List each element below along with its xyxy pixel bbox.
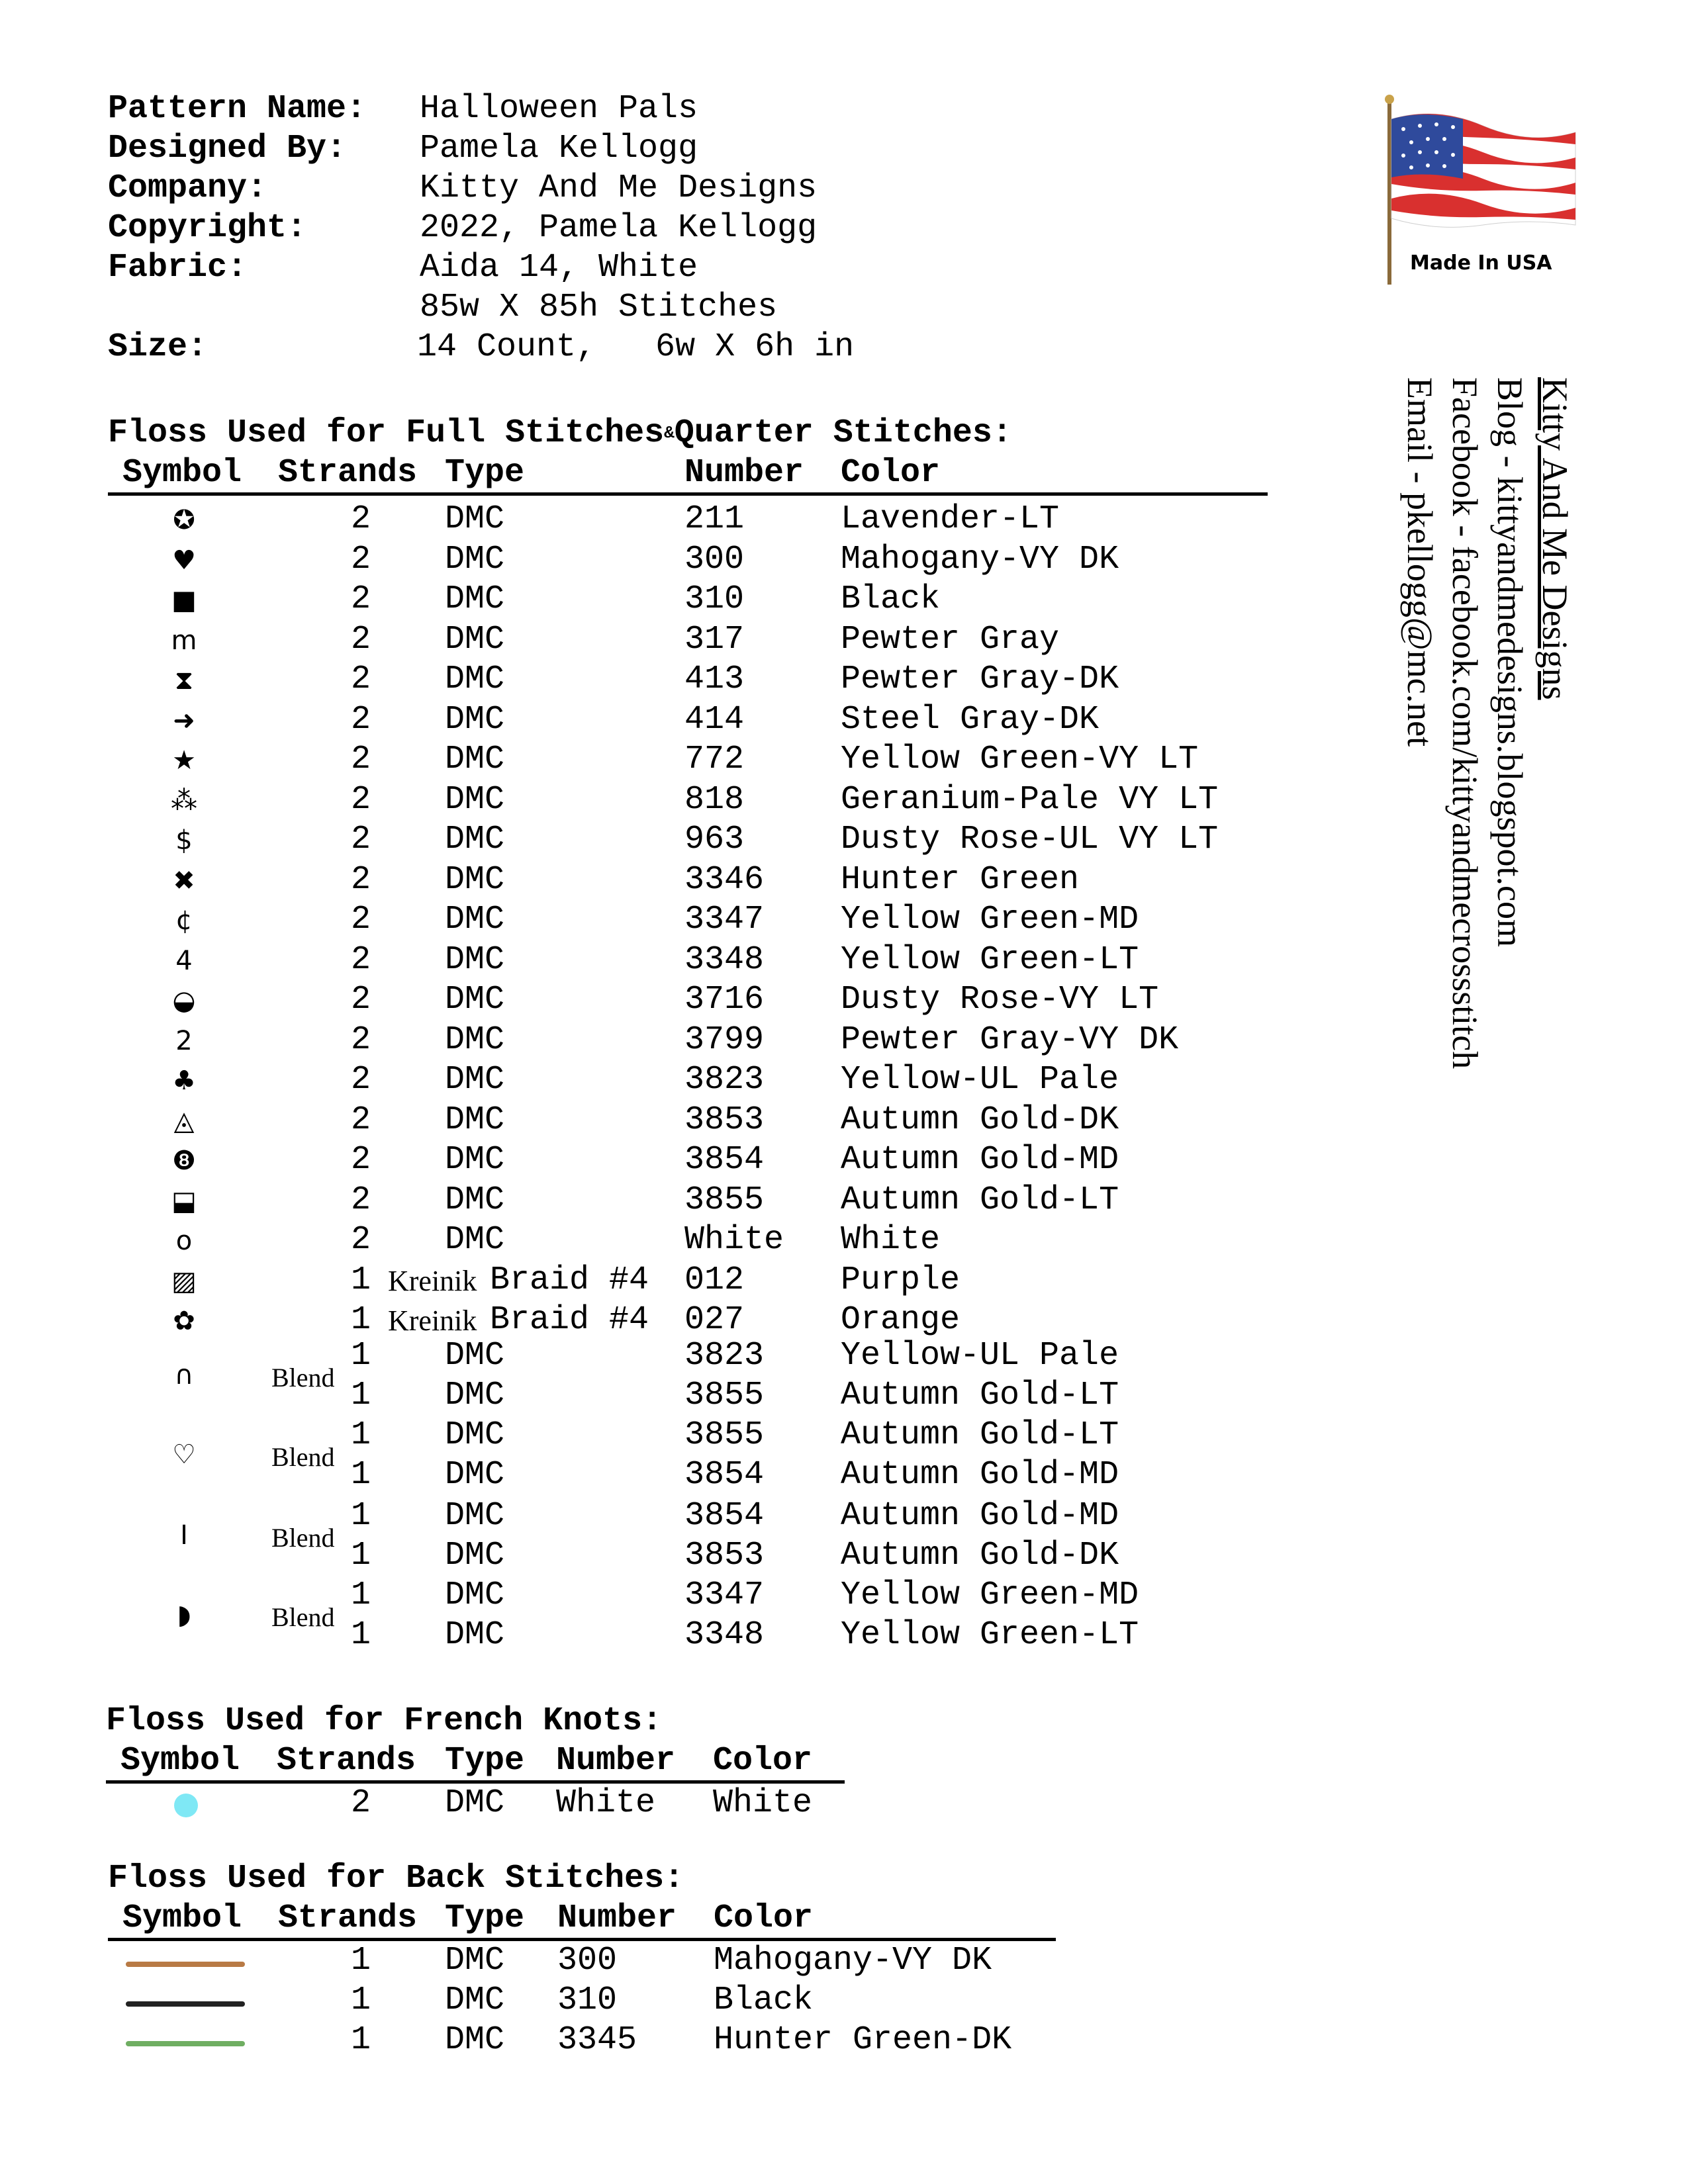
type-cell: DMC bbox=[445, 621, 505, 659]
color-cell: Autumn Gold-MD bbox=[841, 1497, 1119, 1535]
color-cell: Yellow Green-MD bbox=[841, 901, 1139, 938]
strands-cell: 1 bbox=[351, 2021, 371, 2059]
symbol-glyph-icon: 4 bbox=[175, 946, 193, 976]
number-cell: 3855 bbox=[684, 1416, 765, 1454]
strands-cell: 2 bbox=[351, 580, 371, 618]
copyright: 2022, Pamela Kellogg bbox=[420, 209, 818, 247]
symbol-glyph-icon: $ bbox=[175, 825, 193, 856]
color-cell: Purple bbox=[841, 1261, 961, 1299]
type-cell: DMC bbox=[445, 981, 505, 1019]
number-cell: 3855 bbox=[684, 1377, 765, 1414]
strands-cell: 2 bbox=[351, 1784, 371, 1822]
size-label: Size: bbox=[108, 328, 208, 366]
color-cell: Pewter Gray bbox=[841, 621, 1060, 659]
number-cell: 300 bbox=[684, 541, 745, 578]
type-cell: DMC bbox=[445, 1537, 505, 1574]
bs-col-number: Number bbox=[557, 1899, 677, 1937]
type-cell: DMC bbox=[445, 1456, 505, 1494]
strands-cell: 1 bbox=[351, 1337, 371, 1375]
color-cell: Yellow Green-LT bbox=[841, 1616, 1139, 1654]
bs-col-symbol: Symbol bbox=[122, 1899, 242, 1937]
type-cell: DMC bbox=[445, 1221, 505, 1259]
number-cell: 3853 bbox=[684, 1537, 765, 1574]
bs-col-type: Type bbox=[445, 1899, 525, 1937]
fabric: Aida 14, White bbox=[420, 249, 698, 287]
number-cell: 3855 bbox=[684, 1181, 765, 1219]
symbol-glyph-icon: o bbox=[175, 1226, 193, 1256]
number-cell: 027 bbox=[684, 1301, 745, 1339]
symbol-glyph-icon: 2 bbox=[175, 1026, 193, 1056]
symbol-glyph-icon: ⬓ bbox=[171, 1186, 197, 1216]
color-cell: Autumn Gold-LT bbox=[841, 1377, 1119, 1414]
strands-cell: 2 bbox=[351, 741, 371, 778]
symbol-glyph-icon: ✿ bbox=[173, 1306, 195, 1336]
symbol-glyph-icon: ▨ bbox=[171, 1266, 197, 1297]
type-cell: Braid #4 bbox=[490, 1261, 649, 1299]
color-cell: Mahogany-VY DK bbox=[714, 1942, 992, 1979]
strands-cell: 2 bbox=[351, 981, 371, 1019]
fk-header-rule bbox=[106, 1780, 845, 1784]
strands-cell: 1 bbox=[351, 1942, 371, 1979]
designer-contact-vertical bbox=[1383, 377, 1635, 1092]
col-symbol: Symbol bbox=[122, 454, 242, 492]
bs-col-strands: Strands bbox=[278, 1899, 418, 1937]
symbol-glyph-icon: ¢ bbox=[175, 905, 193, 936]
color-cell: Autumn Gold-MD bbox=[841, 1456, 1119, 1494]
number-cell: 310 bbox=[557, 1981, 618, 2019]
number-cell: 772 bbox=[684, 741, 745, 778]
color-cell: Autumn Gold-DK bbox=[841, 1101, 1119, 1139]
flag-caption: Made In USA bbox=[1410, 251, 1552, 275]
col-type: Type bbox=[445, 454, 525, 492]
type-cell: DMC bbox=[445, 701, 505, 739]
blend-symbol-icon: I bbox=[180, 1520, 188, 1551]
blend-label: Blend bbox=[271, 1523, 335, 1553]
type-cell: DMC bbox=[445, 941, 505, 979]
type-cell: DMC bbox=[445, 541, 505, 578]
strands-cell: 1 bbox=[351, 1456, 371, 1494]
type-cell: DMC bbox=[445, 1141, 505, 1179]
color-cell: Black bbox=[714, 1981, 814, 2019]
color-cell: Hunter Green bbox=[841, 861, 1080, 899]
number-cell: 3345 bbox=[557, 2021, 637, 2059]
back-stitch-line-icon bbox=[126, 2041, 245, 2046]
number-cell: 211 bbox=[684, 500, 745, 538]
strands-cell: 2 bbox=[351, 1141, 371, 1179]
color-cell: Hunter Green-DK bbox=[714, 2021, 1012, 2059]
type-cell: DMC bbox=[445, 1061, 505, 1099]
type-cell: DMC bbox=[445, 741, 505, 778]
strands-cell: 2 bbox=[351, 660, 371, 698]
type-cell: DMC bbox=[445, 500, 505, 538]
color-cell: Orange bbox=[841, 1301, 961, 1339]
number-cell: 3854 bbox=[684, 1456, 765, 1494]
symbol-glyph-icon: ✖ bbox=[173, 866, 195, 896]
col-number: Number bbox=[684, 454, 804, 492]
number-cell: 414 bbox=[684, 701, 745, 739]
number-cell: 3348 bbox=[684, 941, 765, 979]
number-cell: 3853 bbox=[684, 1101, 765, 1139]
number-cell: 3716 bbox=[684, 981, 765, 1019]
color-cell: Steel Gray-DK bbox=[841, 701, 1100, 739]
fk-col-strands: Strands bbox=[277, 1742, 416, 1780]
col-color: Color bbox=[841, 454, 941, 492]
type-cell: DMC bbox=[445, 660, 505, 698]
color-cell: Autumn Gold-LT bbox=[841, 1181, 1119, 1219]
strands-cell: 1 bbox=[351, 1261, 371, 1299]
strands-cell: 1 bbox=[351, 1301, 371, 1339]
color-cell: Yellow Green-LT bbox=[841, 941, 1139, 979]
number-cell: 3346 bbox=[684, 861, 765, 899]
number-cell: 300 bbox=[557, 1942, 618, 1979]
type-prefix-cell: Kreinik bbox=[388, 1265, 477, 1297]
type-cell: DMC bbox=[445, 1021, 505, 1059]
type-cell: DMC bbox=[445, 1784, 505, 1822]
type-cell: DMC bbox=[445, 781, 505, 819]
strands-cell: 2 bbox=[351, 701, 371, 739]
type-cell: DMC bbox=[445, 1942, 505, 1979]
symbol-glyph-icon: ✪ bbox=[173, 505, 195, 535]
color-cell: Mahogany-VY DK bbox=[841, 541, 1119, 578]
strands-cell: 2 bbox=[351, 781, 371, 819]
color-cell: Geranium-Pale VY LT bbox=[841, 781, 1219, 819]
company: Kitty And Me Designs bbox=[420, 169, 818, 207]
symbol-glyph-icon: ⧗ bbox=[174, 665, 194, 696]
color-cell: Dusty Rose-UL VY LT bbox=[841, 821, 1219, 858]
symbol-glyph-icon: ■ bbox=[171, 585, 197, 615]
number-cell: 3854 bbox=[684, 1497, 765, 1535]
symbol-glyph-icon: ♥ bbox=[172, 545, 196, 576]
color-cell: Lavender-LT bbox=[841, 500, 1060, 538]
strands-cell: 1 bbox=[351, 1497, 371, 1535]
strands-cell: 2 bbox=[351, 941, 371, 979]
type-cell: DMC bbox=[445, 2021, 505, 2059]
number-cell: 3823 bbox=[684, 1061, 765, 1099]
strands-cell: 2 bbox=[351, 621, 371, 659]
symbol-glyph-icon: ◒ bbox=[172, 985, 196, 1016]
blend-label: Blend bbox=[271, 1442, 335, 1472]
fabric-label: Fabric: bbox=[108, 249, 248, 287]
type-cell: DMC bbox=[445, 901, 505, 938]
symbol-glyph-icon: ➜ bbox=[173, 705, 195, 736]
fk-col-color: Color bbox=[713, 1742, 813, 1780]
strands-cell: 1 bbox=[351, 1537, 371, 1574]
made-in-usa-flag bbox=[1383, 93, 1582, 291]
size: 14 Count, 6w X 6h in bbox=[417, 328, 855, 366]
color-cell: Yellow-UL Pale bbox=[841, 1337, 1119, 1375]
strands-cell: 1 bbox=[351, 1416, 371, 1454]
bs-header-rule bbox=[108, 1938, 1056, 1941]
back-stitches-title: Floss Used for Back Stitches: bbox=[108, 1860, 684, 1897]
strands-cell: 2 bbox=[351, 500, 371, 538]
email-link[interactable]: Email - pkellogg@mc.net bbox=[1400, 377, 1440, 747]
type-cell: DMC bbox=[445, 1576, 505, 1614]
color-cell: Yellow Green-VY LT bbox=[841, 741, 1199, 778]
type-cell: DMC bbox=[445, 1337, 505, 1375]
color-cell: Yellow Green-MD bbox=[841, 1576, 1139, 1614]
blend-symbol-icon: ♡ bbox=[172, 1439, 196, 1470]
col-strands: Strands bbox=[278, 454, 418, 492]
number-cell: 3347 bbox=[684, 901, 765, 938]
strands-cell: 1 bbox=[351, 1377, 371, 1414]
strands-cell: 2 bbox=[351, 901, 371, 938]
blend-label: Blend bbox=[271, 1602, 335, 1632]
number-cell: 818 bbox=[684, 781, 745, 819]
type-cell: DMC bbox=[445, 821, 505, 858]
strands-cell: 2 bbox=[351, 861, 371, 899]
blend-symbol-icon: ◗ bbox=[177, 1600, 191, 1630]
number-cell: 012 bbox=[684, 1261, 745, 1299]
type-cell: DMC bbox=[445, 580, 505, 618]
type-cell: DMC bbox=[445, 1981, 505, 2019]
back-stitch-line-icon bbox=[126, 1962, 245, 1967]
symbol-glyph-icon: ⁂ bbox=[171, 786, 197, 816]
pattern-name: Halloween Pals bbox=[420, 90, 698, 128]
french-knot-dot-icon bbox=[174, 1794, 198, 1817]
type-cell: DMC bbox=[445, 1416, 505, 1454]
strands-cell: 2 bbox=[351, 541, 371, 578]
color-cell: Autumn Gold-LT bbox=[841, 1416, 1119, 1454]
number-cell: White bbox=[684, 1221, 784, 1259]
number-cell: 310 bbox=[684, 580, 745, 618]
designed-by-label: Designed By: bbox=[108, 130, 347, 167]
company-label: Company: bbox=[108, 169, 267, 207]
number-cell: 3799 bbox=[684, 1021, 765, 1059]
pattern-name-label: Pattern Name: bbox=[108, 90, 367, 128]
color-cell: Black bbox=[841, 580, 941, 618]
number-cell: 317 bbox=[684, 621, 745, 659]
number-cell: 413 bbox=[684, 660, 745, 698]
color-cell: Autumn Gold-DK bbox=[841, 1537, 1119, 1574]
number-cell: 963 bbox=[684, 821, 745, 858]
back-stitch-line-icon bbox=[126, 2001, 245, 2007]
number-cell: 3347 bbox=[684, 1576, 765, 1614]
fk-col-type: Type bbox=[445, 1742, 525, 1780]
number-cell: 3823 bbox=[684, 1337, 765, 1375]
symbol-glyph-icon: ★ bbox=[172, 745, 196, 776]
strands-cell: 1 bbox=[351, 1576, 371, 1614]
strands-cell: 2 bbox=[351, 1181, 371, 1219]
type-cell: DMC bbox=[445, 1181, 505, 1219]
type-cell: DMC bbox=[445, 1616, 505, 1654]
color-cell: Pewter Gray-VY DK bbox=[841, 1021, 1179, 1059]
blend-label: Blend bbox=[271, 1363, 335, 1392]
color-cell: White bbox=[841, 1221, 941, 1259]
bs-col-color: Color bbox=[714, 1899, 814, 1937]
color-cell: White bbox=[713, 1784, 813, 1822]
header-rule bbox=[108, 492, 1268, 496]
full-stitches-title: Floss Used for Full Stitches&Quarter Stitches: bbox=[108, 414, 1012, 452]
color-cell: Pewter Gray-DK bbox=[841, 660, 1119, 698]
french-knots-title: Floss Used for French Knots: bbox=[106, 1702, 663, 1740]
number-cell: 3854 bbox=[684, 1141, 765, 1179]
stitch-count: 85w X 85h Stitches bbox=[420, 289, 778, 326]
color-cell: Autumn Gold-MD bbox=[841, 1141, 1119, 1179]
facebook-link[interactable]: Facebook - facebook.com/kittyandmecrossstitch bbox=[1445, 377, 1485, 1069]
blog-link[interactable]: Blog - kittyandmedesigns.blogspot.com bbox=[1490, 377, 1530, 947]
strands-cell: 2 bbox=[351, 1021, 371, 1059]
fk-col-number: Number bbox=[556, 1742, 676, 1780]
color-cell: Dusty Rose-VY LT bbox=[841, 981, 1159, 1019]
type-prefix-cell: Kreinik bbox=[388, 1304, 477, 1337]
designer-title: Kitty And Me Designs bbox=[1535, 377, 1575, 700]
symbol-glyph-icon: ◬ bbox=[173, 1106, 195, 1136]
type-cell: DMC bbox=[445, 1497, 505, 1535]
type-cell: Braid #4 bbox=[490, 1301, 649, 1339]
strands-cell: 2 bbox=[351, 821, 371, 858]
symbol-glyph-icon: m bbox=[171, 625, 197, 656]
color-cell: Yellow-UL Pale bbox=[841, 1061, 1119, 1099]
designed-by: Pamela Kellogg bbox=[420, 130, 698, 167]
copyright-label: Copyright: bbox=[108, 209, 307, 247]
strands-cell: 1 bbox=[351, 1616, 371, 1654]
symbol-glyph-icon: ❽ bbox=[172, 1146, 196, 1176]
strands-cell: 2 bbox=[351, 1221, 371, 1259]
strands-cell: 2 bbox=[351, 1101, 371, 1139]
type-cell: DMC bbox=[445, 1377, 505, 1414]
number-cell: 3348 bbox=[684, 1616, 765, 1654]
type-cell: DMC bbox=[445, 861, 505, 899]
blend-symbol-icon: ∩ bbox=[174, 1360, 194, 1390]
strands-cell: 1 bbox=[351, 1981, 371, 2019]
fk-col-symbol: Symbol bbox=[120, 1742, 240, 1780]
symbol-glyph-icon: ♣ bbox=[172, 1066, 196, 1096]
strands-cell: 2 bbox=[351, 1061, 371, 1099]
number-cell: White bbox=[556, 1784, 656, 1822]
type-cell: DMC bbox=[445, 1101, 505, 1139]
